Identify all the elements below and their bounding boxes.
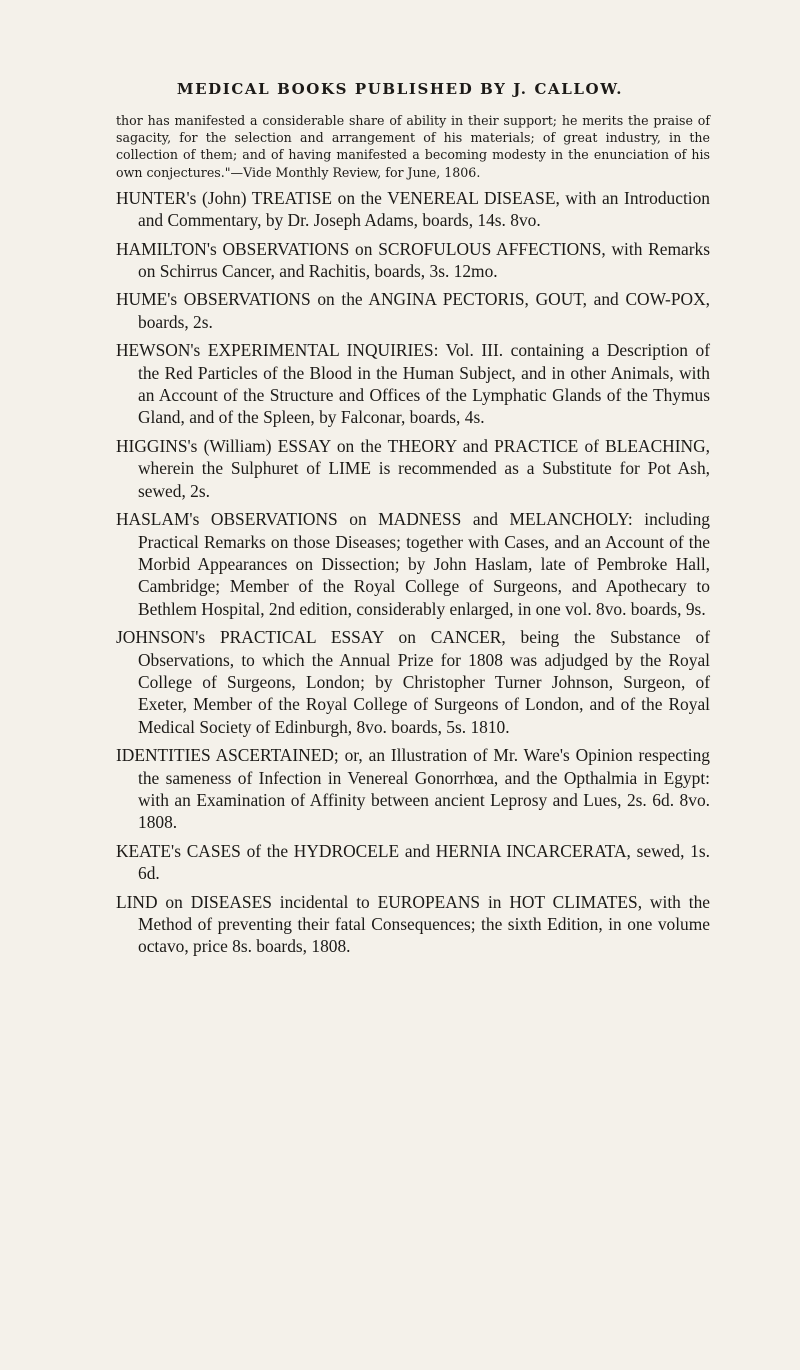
catalogue-list [116,112,710,958]
catalogue-entry-hewson: HEWSON's EXPERIMENTAL INQUIRIES: Vol. III. containing a Description of the Red Particles of the Blood in the Human Subject, and in other Animals, with an Account of the Structure and Offices of the Lymphatic Glands of the Thymus Gland, and of the Spleen, by Falconar, boards, 4s. [116,340,710,428]
running-head: MEDICAL BOOKS PUBLISHED BY J. CALLOW. [176,80,624,98]
catalogue-entry-identities: IDENTITIES ASCERTAINED; or, an Illustration of Mr. Ware's Opinion respecting the sameness of Infection in Venereal Gonorrhœa, and the Opthalmia in Egypt: with an Examination of Affinity between ancient Leprosy and Lues, 2s. 6d. 8vo. 1808. [116,745,710,833]
catalogue-entry-hunter: HUNTER's (John) TREATISE on the VENEREAL DISEASE, with an Introduction and Commentary, by Dr. Joseph Adams, boards, 14s. 8vo. [116,187,710,231]
catalogue-entry-lind: LIND on DISEASES incidental to EUROPEANS in HOT CLIMATES, with the Method of preventing their fatal Consequences; the sixth Edition, in one volume octavo, price 8s. boards, 1808. [116,891,710,957]
catalogue-entry-hamilton: HAMILTON's OBSERVATIONS on SCROFULOUS AFFECTIONS, with Remarks on Schirrus Cancer, and Rachitis, boards, 3s. 12mo. [116,238,710,282]
catalogue-entry-haslam: HASLAM's OBSERVATIONS on MADNESS and MELANCHOLY: including Practical Remarks on those Diseases; together with Cases, and an Account of the Morbid Appearances on Dissection; by John Haslam, late of Pembroke Hall, Cambridge; Member of the Royal College of Surgeons, and Apothecary to Bethlem Hospital, 2nd edition, considerably enlarged, in one vol. 8vo. boards, 9s. [116,509,710,619]
review-excerpt: thor has manifested a considerable share of ability in their support; he merits the praise of sagacity, for the selection and arrangement of his materials; of great industry, in the collection of them; and of having manifested a becoming modesty in the enunciation of his own conjectures."—Vide Monthly Review, for June, 1806. [116,113,710,180]
catalogue-entry-johnson: JOHNSON's PRACTICAL ESSAY on CANCER, being the Substance of Observations, to which the Annual Prize for 1808 was adjudged by the Royal College of Surgeons, London; by Christopher Turner Johnson, Surgeon, of Exeter, Member of the Royal College of Surgeons of London, and of the Royal Medical Society of Edinburgh, 8vo. boards, 5s. 1810. [116,627,710,737]
catalogue-entry-hume: HUME's OBSERVATIONS on the ANGINA PECTORIS, GOUT, and COW-POX, boards, 2s. [116,289,710,332]
catalogue-entry-keate: KEATE's CASES of the HYDROCELE and HERNIA INCARCERATA, sewed, 1s. 6d. [116,840,710,884]
catalogue-entry-higgins: HIGGINS's (William) ESSAY on the THEORY and PRACTICE of BLEACHING, wherein the Sulphuret of LIME is recommended as a Substitute for Pot Ash, sewed, 2s. [116,435,710,501]
